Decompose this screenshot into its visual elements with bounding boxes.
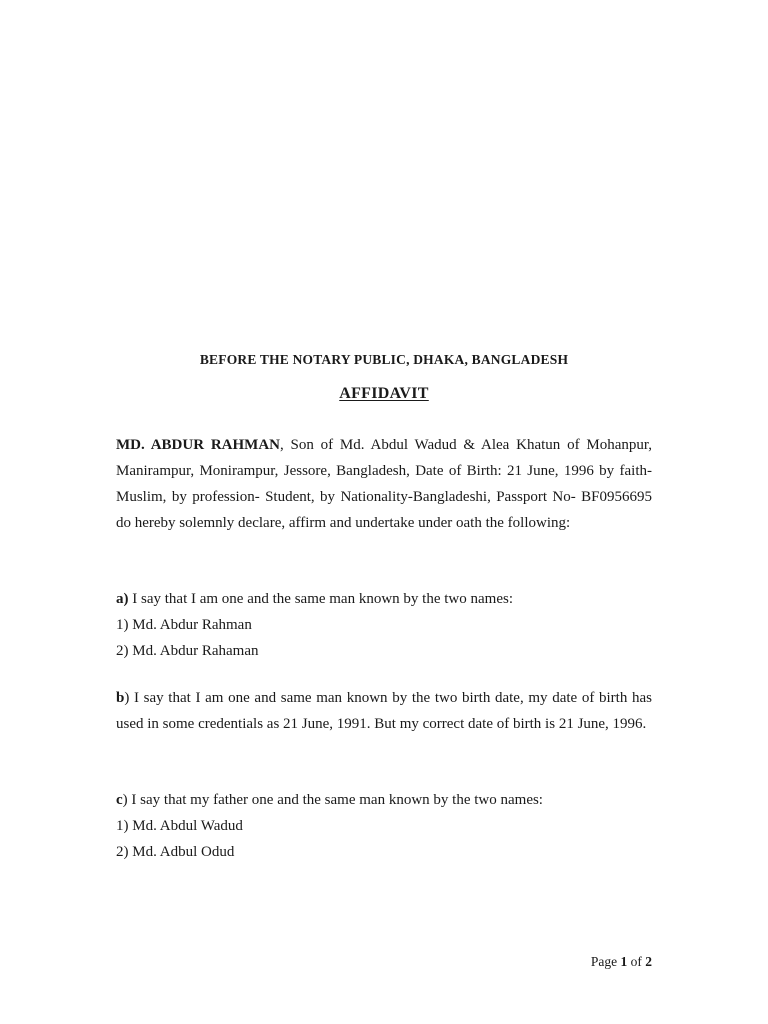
document-title: AFFIDAVIT (339, 385, 429, 402)
clause-b-marker: b (116, 690, 125, 706)
page-number (580, 954, 652, 970)
clause-b-text: I say that I am one and same man known by the two birth date, my date of birth has used in some credentials as 21 June, 1991. But my correct date of birth is 21 June, 1996. (116, 690, 652, 732)
intro-paragraph (116, 432, 652, 536)
total-pages: 2 (645, 954, 652, 969)
deponent-name: MD. ABDUR RAHMAN (116, 437, 280, 453)
notary-heading: BEFORE THE NOTARY PUBLIC, DHAKA, BANGLADESH (199, 352, 569, 367)
clause-a (116, 586, 652, 664)
clause-c-item-2: 2) Md. Adbul Odud (116, 844, 235, 860)
of-word: of (627, 954, 646, 969)
clause-c-statement (116, 787, 652, 813)
clause-a-statement (116, 586, 652, 612)
clause-c-item-1: 1) Md. Abdul Wadud (116, 818, 243, 834)
clause-b-marker-paren: ) (124, 690, 130, 706)
clause-b-statement (116, 685, 652, 737)
clause-a-marker: a) (116, 591, 129, 607)
clause-c-text: I say that my father one and the same man known by the two names: (127, 792, 543, 808)
clause-c-marker: c (116, 792, 123, 808)
clause-b (116, 685, 652, 737)
current-page: 1 (620, 954, 628, 969)
clause-c (116, 787, 652, 865)
clause-a-text: I say that I am one and the same man known by the two names: (128, 591, 513, 607)
clause-c-marker-paren: ) (122, 792, 128, 808)
clause-a-item-1: 1) Md. Abdur Rahman (116, 617, 252, 633)
intro-text: , Son of Md. Abdul Wadud & Alea Khatun of Mohanpur, Manirampur, Monirampur, Jessore, Bangladesh, Date of Birth: 21 June, 1996 by faith-Muslim, by profession- Student, by Nationality-Bangladeshi, Passport No- BF0956695 do hereby solemnly declare, affirm and undertake under oath the following: (116, 437, 653, 531)
clause-a-item-2: 2) Md. Abdur Rahaman (116, 643, 259, 659)
page-word: Page (590, 954, 621, 969)
